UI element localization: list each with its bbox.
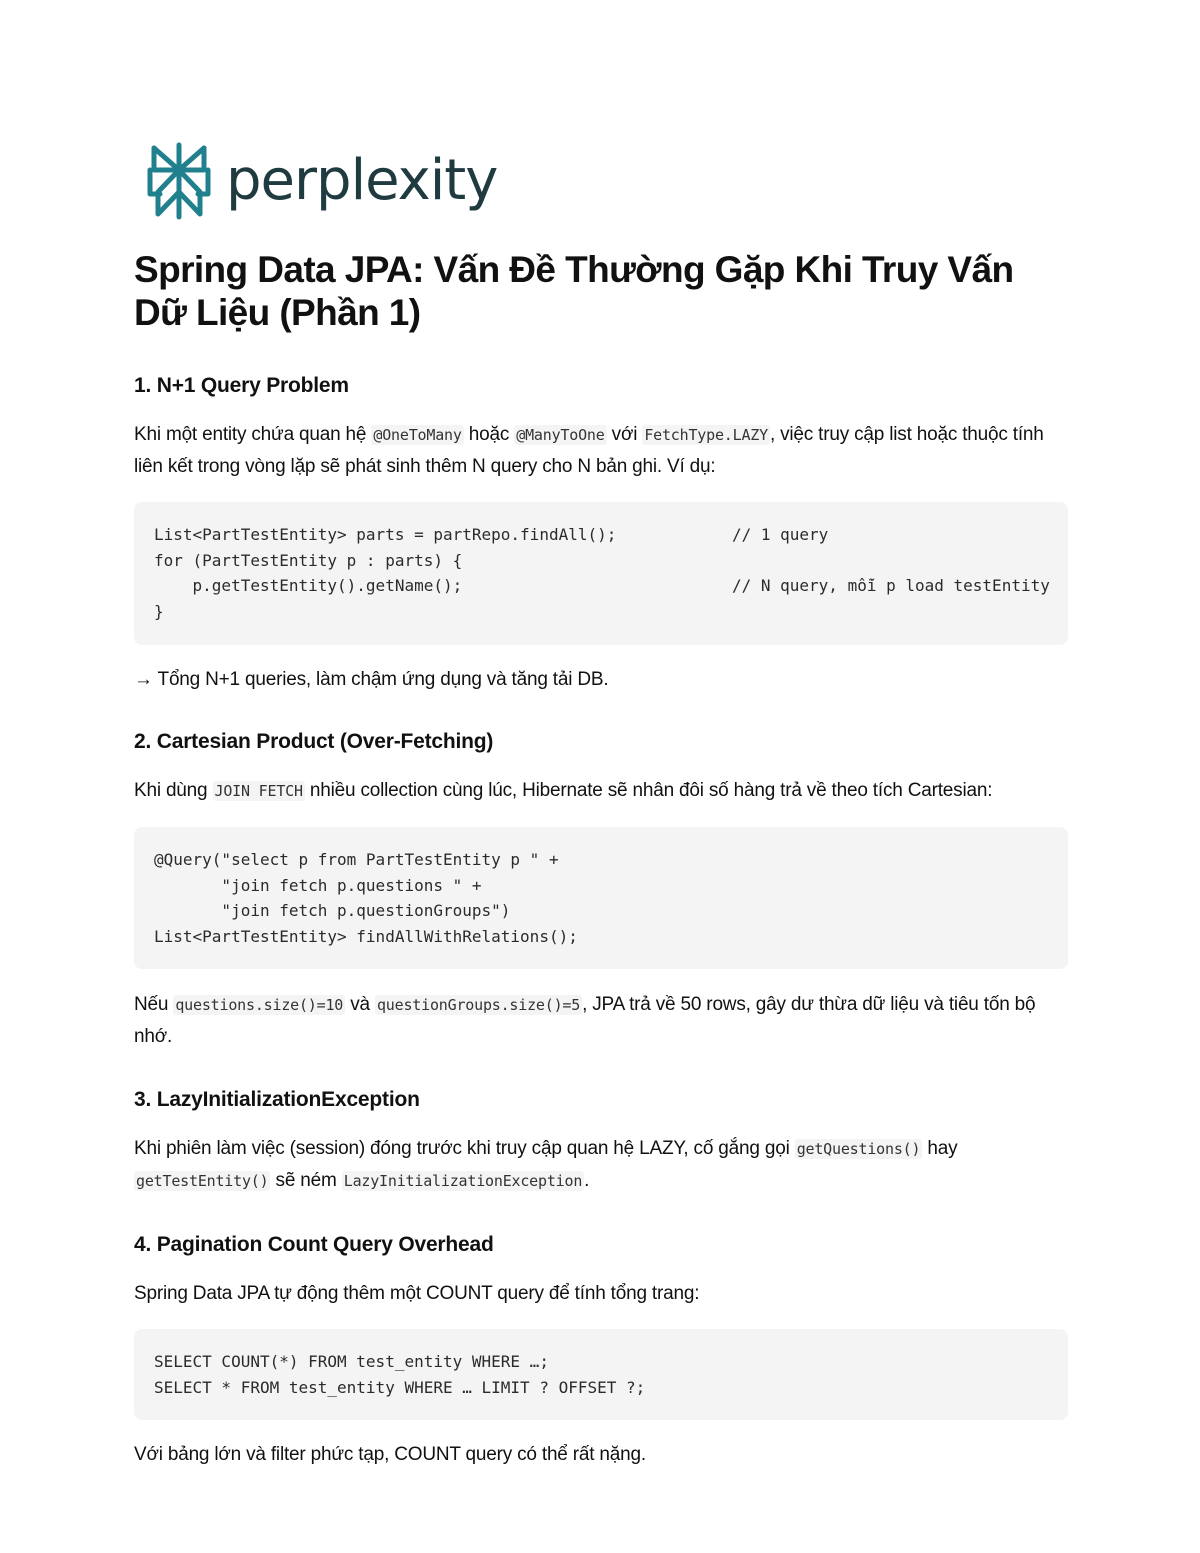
section-3-body — [134, 1133, 1068, 1197]
inline-code: FetchType.LAZY — [644, 426, 768, 444]
text-run: . — [584, 1170, 590, 1191]
code-block-n-plus-1: List<PartTestEntity> parts = partRepo.findAll(); // 1 query for (PartTestEntity p : parts) { p.getTestEntity().getName(); // N query, mỗi p load testEntity } — [134, 502, 1068, 645]
text-run: hoặc — [463, 424, 515, 445]
section-1-conclusion: → Tổng N+1 queries, làm chậm ứng dụng và tăng tải DB. — [134, 669, 609, 690]
section-2-intro — [134, 775, 1068, 807]
inline-code: questionGroups.size()=5 — [376, 996, 581, 1014]
brand-name: perplexity — [226, 148, 498, 213]
text-run: hay — [922, 1138, 958, 1159]
brand-logo — [146, 142, 497, 220]
inline-code: @ManyToOne — [516, 426, 605, 444]
text-run: Khi phiên làm việc (session) đóng trước khi truy cập quan hệ LAZY, cố gắng gọi — [134, 1138, 795, 1159]
section-4-heading: 4. Pagination Count Query Overhead — [134, 1233, 494, 1256]
inline-code: @OneToMany — [373, 426, 462, 444]
perplexity-logo-icon — [146, 142, 212, 220]
section-3-heading: 3. LazyInitializationException — [134, 1088, 420, 1111]
text-run: , việc truy cập list hoặc thuộc tính liên kết trong vòng lặp sẽ phát sinh thêm N query cho N bản ghi. Ví dụ: — [134, 424, 1044, 477]
section-2-conclusion — [134, 989, 1068, 1052]
inline-code: JOIN FETCH — [214, 782, 303, 800]
document-body — [134, 248, 1068, 1470]
text-run: với — [606, 424, 643, 445]
section-4-intro: Spring Data JPA tự động thêm một COUNT query để tính tổng trang: — [134, 1283, 700, 1304]
page-title: Spring Data JPA: Vấn Đề Thường Gặp Khi Truy Vấn Dữ Liệu (Phần 1) — [134, 249, 1014, 333]
text-run: sẽ ném — [270, 1170, 342, 1191]
section-4-conclusion: Với bảng lớn và filter phức tạp, COUNT query có thể rất nặng. — [134, 1444, 646, 1465]
section-2-heading: 2. Cartesian Product (Over-Fetching) — [134, 730, 494, 753]
section-1-intro — [134, 419, 1068, 482]
text-run: Nếu — [134, 994, 174, 1015]
text-run: Khi dùng — [134, 780, 213, 801]
text-run: nhiều collection cùng lúc, Hibernate sẽ nhân đôi số hàng trả về theo tích Cartesian: — [304, 780, 993, 801]
section-1-heading: 1. N+1 Query Problem — [134, 374, 349, 397]
inline-code: getTestEntity() — [136, 1172, 269, 1190]
inline-code: LazyInitializationException — [343, 1172, 583, 1190]
inline-code: questions.size()=10 — [175, 996, 344, 1014]
code-block-cartesian: @Query("select p from PartTestEntity p " + "join fetch p.questions " + "join fetch p.questionGroups") List<PartTestEntity> findAllWithRelations(); — [134, 827, 1068, 969]
text-run: , JPA trả về 50 rows, gây dư thừa dữ liệu và tiêu tốn bộ nhớ. — [134, 994, 1036, 1047]
text-run: Khi một entity chứa quan hệ — [134, 424, 372, 445]
code-block-pagination: SELECT COUNT(*) FROM test_entity WHERE …; SELECT * FROM test_entity WHERE … LIMIT ? OFFSET ?; — [134, 1329, 1068, 1420]
text-run: và — [345, 994, 375, 1015]
inline-code: getQuestions() — [796, 1140, 921, 1158]
